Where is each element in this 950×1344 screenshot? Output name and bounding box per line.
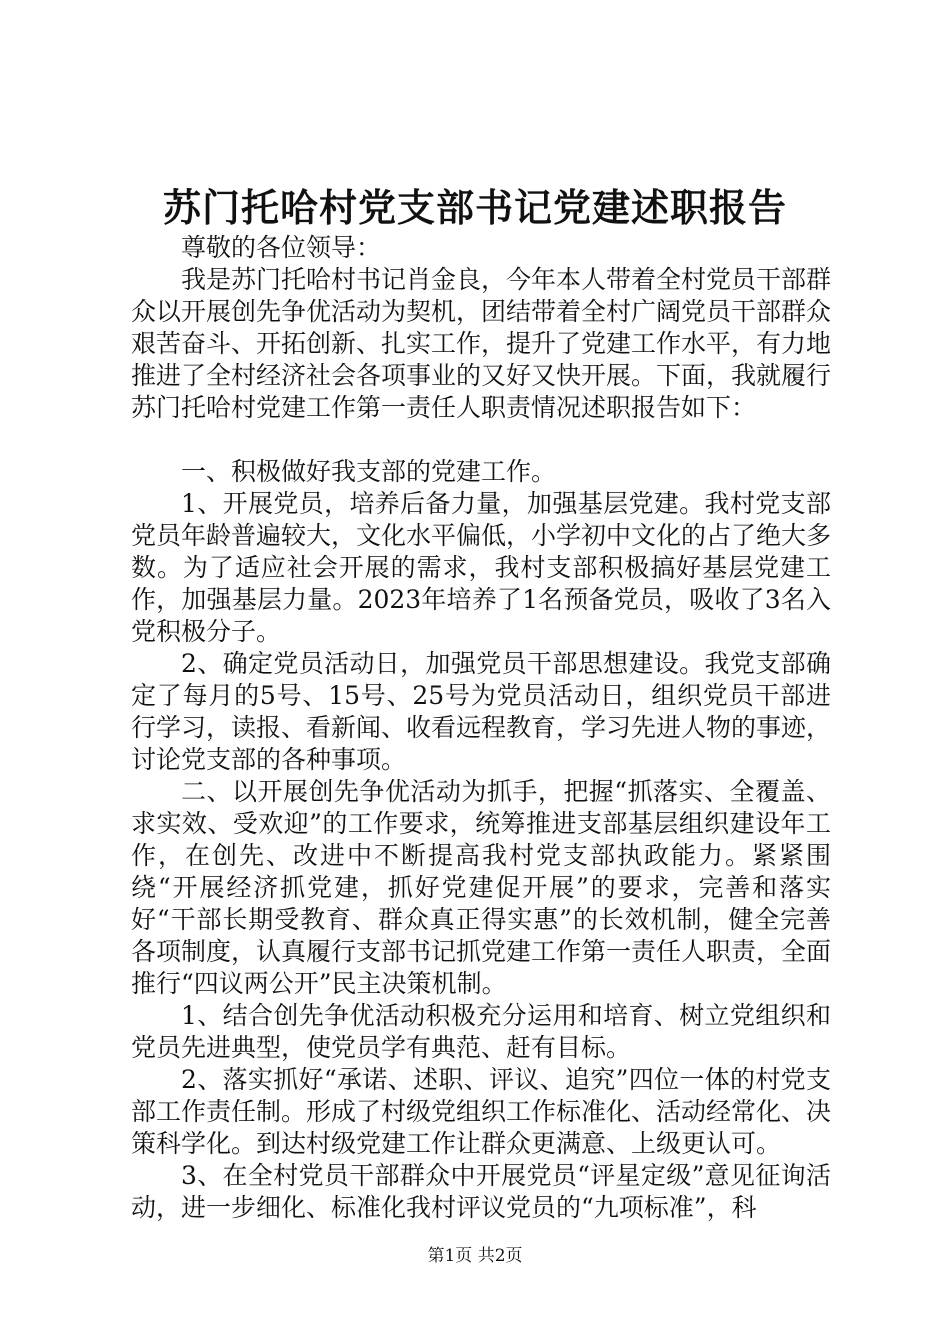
paragraph-section-2: 二、以开展创先争优活动为抓手，把握“抓落实、全覆盖、求实效、受欢迎”的工作要求，统筹推进支部基层组织建设年工作，在创先、改进中不断提高我村党支部执政能力。紧紧围绕“开展经济抓党建，抓好党建促开展”的要求，完善和落实好“干部长期受教育、群众真正得实惠”的长效机制，健全完善各项制度，认真履行支部书记抓党建工作第一责任人职责，全面推行“四议两公开”民主决策机制。 xyxy=(131,777,832,998)
paragraph-1-2: 2、确定党员活动日，加强党员干部思想建设。我党支部确定了每月的5号、15号、25号为党员活动日，组织党员干部进行学习，读报、看新闻、收看远程教育，学习先进人物的事迹，讨论党支部的各种事项。 xyxy=(131,649,832,774)
document-title: 苏门托哈村党支部书记党建述职报告 xyxy=(162,185,787,230)
paragraph-1-1: 1、开展党员，培养后备力量，加强基层党建。我村党支部党员年龄普遍较大，文化水平偏低，小学初中文化的占了绝大多数。为了适应社会开展的需求，我村支部积极搞好基层党建工作，加强基层力量。2023年培养了1名预备党员，吸收了3名入党积极分子。 xyxy=(131,489,832,646)
paragraph-2-1: 1、结合创先争优活动积极充分运用和培育、树立党组织和党员先进典型，使党员学有典范、赶有目标。 xyxy=(131,1001,831,1062)
section-heading-1: 一、积极做好我支部的党建工作。 xyxy=(181,457,557,486)
paragraph-2-2: 2、落实抓好“承诺、述职、评议、追究”四位一体的村党支部工作责任制。形成了村级党组织工作标准化、活动经常化、决策科学化。到达村级党建工作让群众更满意、上级更认可。 xyxy=(131,1065,832,1158)
salutation: 尊敬的各位领导： xyxy=(181,233,382,262)
paragraph-2-3: 3、在全村党员干部群众中开展党员“评星定级”意见征询活动，进一步细化、标准化我村评议党员的“九项标准”，科 xyxy=(131,1161,831,1222)
document-body xyxy=(131,232,831,1224)
page-footer: 第1页 共2页 xyxy=(427,1246,523,1266)
paragraph-intro: 我是苏门托哈村书记肖金良，今年本人带着全村党员干部群众以开展创先争优活动为契机，团结带着全村广阔党员干部群众艰苦奋斗、开拓创新、扎实工作，提升了党建工作水平，有力地推进了全村经济社会各项事业的又好又快开展。下面，我就履行苏门托哈村党建工作第一责任人职责情况述职报告如下： xyxy=(131,265,832,422)
